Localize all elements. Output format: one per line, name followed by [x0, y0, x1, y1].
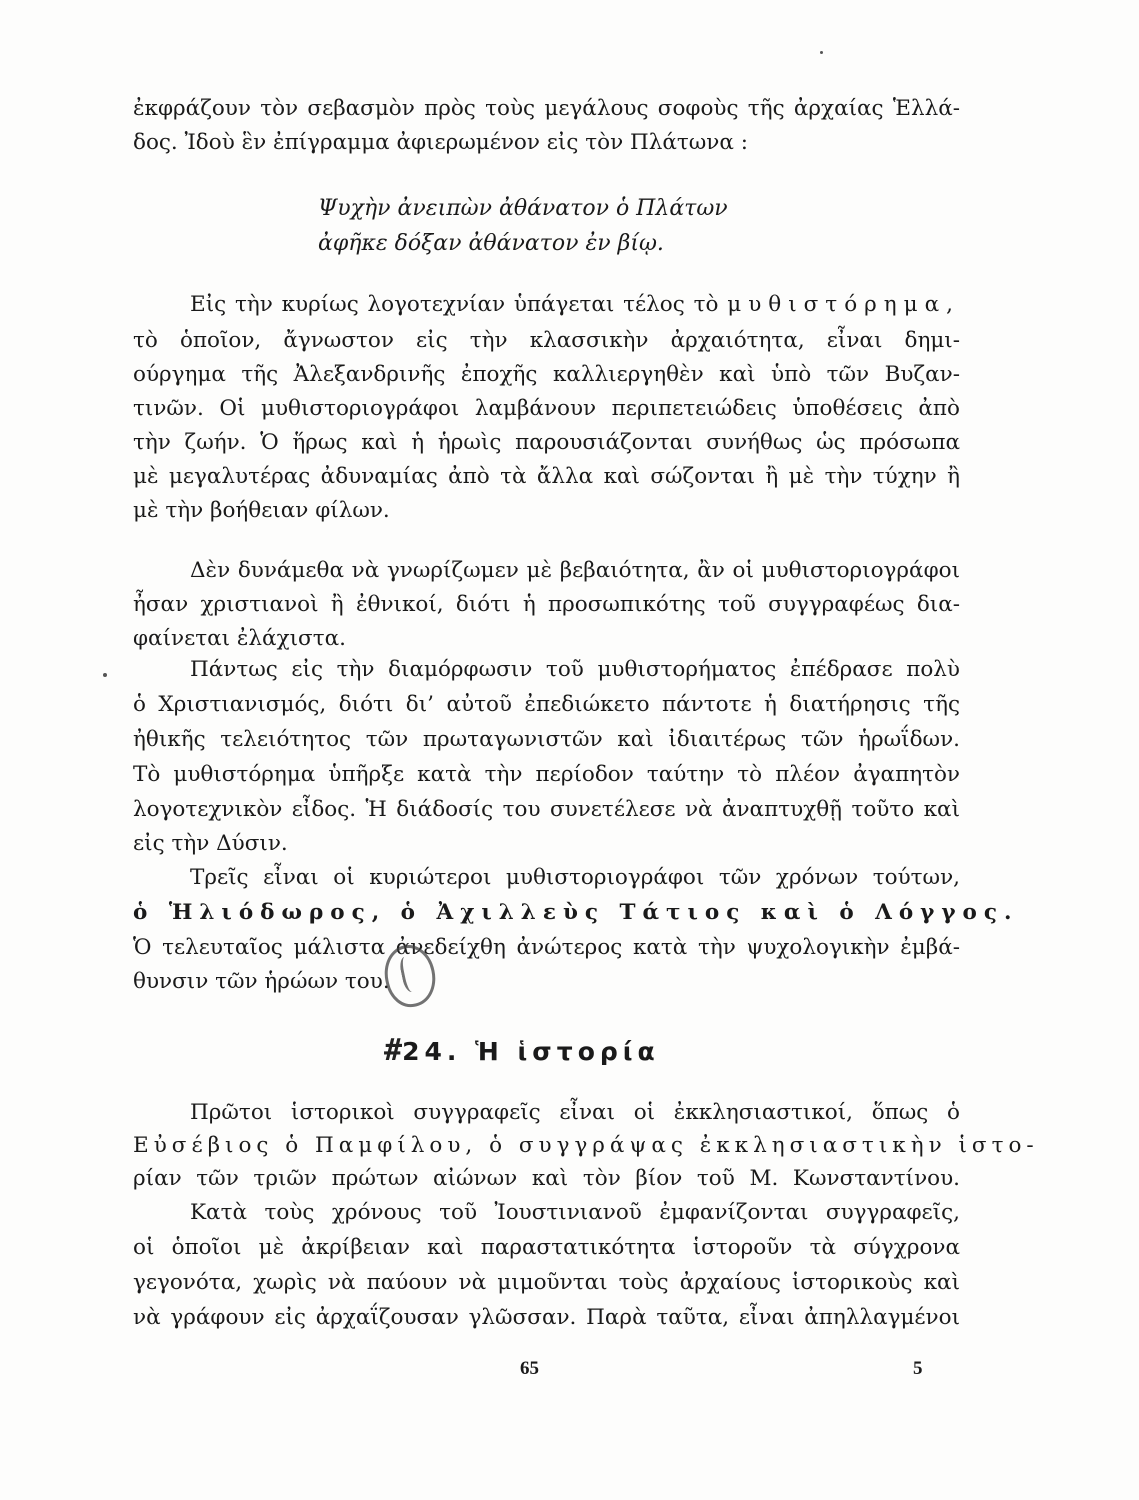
scan-speck — [103, 673, 107, 677]
text-line: Δὲν δυνάμεθα νὰ γνωρίζωμεν μὲ βεβαιότητα, ἂν οἱ μυθιστοριογράφοι — [190, 558, 960, 583]
epigram-line: Ψυχὴν ἀνειπὼν ἀθάνατον ὁ Πλάτων — [318, 196, 728, 221]
text-line: νὰ γράφουν εἰς ἀρχαΐζουσαν γλῶσσαν. Παρὰ ταῦτα, εἶναι ἀπηλλαγμένοι — [133, 1305, 960, 1330]
text-span: Εἰς τὴν κυρίως λογοτεχνίαν ὑπάγεται τέλος τὸ — [190, 292, 719, 317]
text-line: Ὁ τελευταῖος μάλιστα ἀνεδείχθη ἀνώτερος κατὰ τὴν ψυχολογικὴν ἐμβά- — [133, 935, 960, 960]
text-line: ἦσαν χριστιανοὶ ἢ ἐθνικοί, διότι ἡ προσωπικότης τοῦ συγγραφέως δια- — [133, 592, 960, 617]
text-line: μὲ τὴν βοήθειαν φίλων. — [133, 498, 390, 523]
text-line: Τρεῖς εἶναι οἱ κυριώτεροι μυθιστοριογράφοι τῶν χρόνων τούτων, — [190, 865, 960, 890]
text-line: Πρῶτοι ἱστορικοὶ συγγραφεῖς εἶναι οἱ ἐκκλησιαστικοί, ὅπως ὁ — [190, 1100, 960, 1125]
text-line: μὲ μεγαλυτέρας ἀδυναμίας ἀπὸ τὰ ἄλλα καὶ σώζονται ἢ μὲ τὴν τύχην ἢ — [133, 464, 960, 489]
scan-speck — [820, 51, 823, 54]
text-line: ὁ Ἡλιόδωρος, ὁ Ἀχιλλεὺς Τάτιος καὶ ὁ Λόγγος. — [133, 900, 1019, 925]
text-line: λογοτεχνικὸν εἶδος. Ἡ διάδοσίς του συνετέλεσε νὰ ἀναπτυχθῇ τοῦτο καὶ — [133, 797, 960, 822]
spaced-term: μυθιστόρημα, — [727, 292, 960, 317]
text-line: ρίαν τῶν τριῶν πρώτων αἰώνων καὶ τὸν βίον τοῦ Μ. Κωνσταντίνου. — [133, 1166, 960, 1191]
page-number: 65 — [520, 1358, 539, 1379]
text-line: Τὸ μυθιστόρημα ὑπῆρξε κατὰ τὴν περίοδον ταύτην τὸ πλέον ἀγαπητὸν — [133, 762, 960, 787]
text-line: τινῶν. Οἱ μυθιστοριογράφοι λαμβάνουν περιπετειώδεις ὑποθέσεις ἀπὸ — [133, 396, 960, 421]
text-line: Πάντως εἰς τὴν διαμόρφωσιν τοῦ μυθιστορήματος ἐπέδρασε πολὺ — [190, 657, 960, 682]
handwritten-hash-mark: # — [384, 1033, 403, 1068]
text-line: τὸ ὁποῖον, ἄγνωστον εἰς τὴν κλασσικὴν ἀρχαιότητα, εἶναι δημι- — [133, 328, 960, 353]
text-line: Κατὰ τοὺς χρόνους τοῦ Ἰουστινιανοῦ ἐμφανίζονται συγγραφεῖς, — [190, 1200, 960, 1225]
text-line: εἰς τὴν Δύσιν. — [133, 831, 288, 856]
section-title: 24. Ἡ ἱστορία — [402, 1037, 660, 1066]
signature-mark: 5 — [913, 1358, 923, 1379]
text-line: τὴν ζωήν. Ὁ ἥρως καὶ ἡ ἡρωὶς παρουσιάζονται συνήθως ὡς πρόσωπα — [133, 430, 960, 455]
text-line: δος. Ἰδοὺ ἓν ἐπίγραμμα ἀφιερωμένον εἰς τὸν Πλάτωνα : — [133, 130, 748, 155]
text-line: ούργημα τῆς Ἀλεξανδρινῆς ἐποχῆς καλλιεργηθὲν καὶ ὑπὸ τῶν Βυζαν- — [133, 362, 960, 387]
text-line: φαίνεται ἐλάχιστα. — [133, 626, 346, 651]
section-heading — [384, 1033, 660, 1068]
epigram-line: ἀφῆκε δόξαν ἀθάνατον ἐν βίῳ. — [318, 231, 664, 256]
text-line: ἠθικῆς τελειότητος τῶν πρωταγωνιστῶν καὶ ἰδιαιτέρως τῶν ἡρωΐδων. — [133, 727, 960, 752]
text-line: θυνσιν τῶν ἡρώων του. — [133, 969, 390, 994]
text-line: γεγονότα, χωρὶς νὰ παύουν νὰ μιμοῦνται τοὺς ἀρχαίους ἱστορικοὺς καὶ — [133, 1270, 960, 1295]
text-line: Εὐσέβιος ὁ Παμφίλου, ὁ συγγράψας ἐκκλησιαστικὴν ἱστο- — [133, 1133, 1039, 1158]
text-line: ὁ Χριστιανισμός, διότι δι’ αὐτοῦ ἐπεδιώκετο πάντοτε ἡ διατήρησις τῆς — [133, 692, 960, 717]
text-line: ἐκφράζουν τὸν σεβασμὸν πρὸς τοὺς μεγάλους σοφοὺς τῆς ἀρχαίας Ἑλλά- — [133, 96, 960, 121]
text-line: οἱ ὁποῖοι μὲ ἀκρίβειαν καὶ παραστατικότητα ἱστοροῦν τὰ σύγχρονα — [133, 1235, 960, 1260]
text-line — [190, 290, 960, 320]
